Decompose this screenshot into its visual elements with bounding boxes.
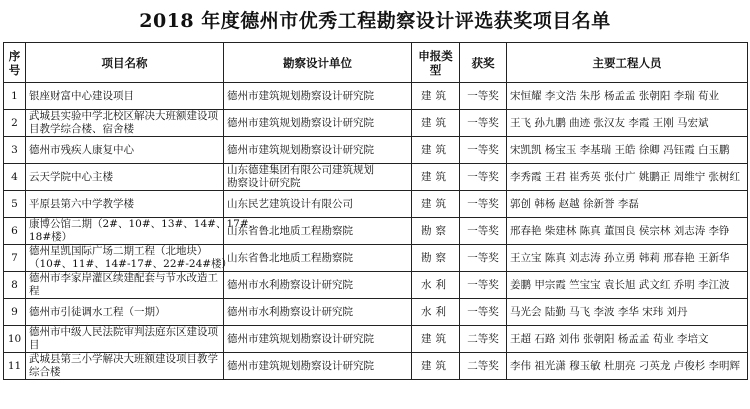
project-name: [26, 83, 224, 110]
design-unit: [224, 299, 412, 326]
row-number: 7: [4, 245, 26, 272]
design-unit-line: 勘察设计研究院: [227, 177, 301, 189]
project-name-line: 综合楼: [29, 366, 61, 378]
declaration-type: 水利: [412, 299, 460, 326]
table-row: [4, 164, 748, 191]
header-type: 申报类型: [412, 43, 460, 83]
main-engineers: 马光会 陆勤 马飞 李波 李华 宋玮 刘丹: [507, 299, 748, 326]
project-name-line: 银座财富中心建设项目: [29, 89, 134, 102]
row-number: 6: [4, 218, 26, 245]
project-name-line: 德州市引徒调水工程（一期）: [29, 305, 166, 318]
project-name: [26, 218, 260, 245]
header-people: 主要工程人员: [507, 43, 748, 83]
design-unit: [224, 326, 412, 353]
declaration-type: 建筑: [412, 110, 460, 137]
project-name-line: 武城县第三小学解决大班额建设项目教学: [29, 353, 218, 365]
award-level: 一等奖: [460, 245, 507, 272]
design-unit-line: 德州市水利勘察设计研究院: [227, 305, 353, 318]
table-row: [4, 272, 748, 299]
table-row: [4, 326, 748, 353]
header-unit: 勘察设计单位: [224, 43, 412, 83]
project-name-line: （10#、11#、14#-17#、22#-24#楼）: [29, 258, 233, 270]
award-level: 二等奖: [460, 353, 507, 380]
award-level: 一等奖: [460, 110, 507, 137]
table-row: [4, 110, 748, 137]
declaration-type: 勘察: [412, 245, 460, 272]
awards-table: [3, 42, 748, 380]
declaration-type: 建筑: [412, 83, 460, 110]
row-number: 2: [4, 110, 26, 137]
award-level: 二等奖: [460, 326, 507, 353]
design-unit: [224, 137, 412, 164]
main-engineers: 郭创 韩杨 赵越 徐新誉 李磊: [507, 191, 748, 218]
project-name-line: 程: [29, 285, 40, 297]
declaration-type: 建筑: [412, 326, 460, 353]
main-engineers: 姜鹏 甲宗霞 竺宝宝 袁长旭 武文红 乔明 李江波: [507, 272, 748, 299]
award-level: 一等奖: [460, 137, 507, 164]
project-name-line: 目教学综合楼、宿舍楼: [29, 123, 134, 135]
table-row: [4, 191, 748, 218]
project-name: [26, 299, 224, 326]
table-header-row: [4, 43, 748, 83]
award-level: 一等奖: [460, 272, 507, 299]
main-engineers: 邢春艳 柴建林 陈真 董国良 侯宗林 刘志涛 李铮: [507, 218, 748, 245]
design-unit-line: 山东民艺建筑设计有限公司: [227, 197, 353, 210]
design-unit: [224, 164, 412, 191]
project-name-line: 武城县实验中学北校区解决大班额建设项: [29, 110, 218, 122]
design-unit-line: 山东省鲁北地质工程勘察院: [227, 224, 353, 237]
design-unit: [224, 83, 412, 110]
main-engineers: 宋凯凯 杨宝玉 李基瑞 王皓 徐卿 冯钰霞 白玉鹏: [507, 137, 748, 164]
row-number: 11: [4, 353, 26, 380]
project-name: [26, 164, 224, 191]
table-row: [4, 299, 748, 326]
design-unit-line: 德州市建筑规划勘察设计研究院: [227, 359, 374, 372]
main-engineers: 王超 石路 刘伟 张朝阳 杨孟孟 荀业 李培文: [507, 326, 748, 353]
project-name-line: 康博公馆二期（2#、10#、13#、14#、17#、: [29, 218, 260, 230]
declaration-type: 建筑: [412, 191, 460, 218]
design-unit-line: 山东德建集团有限公司建筑规划: [227, 164, 374, 176]
design-unit-line: 德州市建筑规划勘察设计研究院: [227, 332, 374, 345]
project-name: [26, 137, 224, 164]
header-name: 项目名称: [26, 43, 224, 83]
project-name-line: 德州市中级人民法院审判法庭东区建设项: [29, 326, 218, 338]
header-num: 序号: [4, 43, 26, 83]
design-unit-line: 德州市水利勘察设计研究院: [227, 278, 353, 291]
declaration-type: 建筑: [412, 164, 460, 191]
award-level: 一等奖: [460, 83, 507, 110]
design-unit-line: 德州市建筑规划勘察设计研究院: [227, 116, 374, 129]
page-title: 2018 年度德州市优秀工程勘察设计评选获奖项目名单: [139, 10, 611, 32]
row-number: 4: [4, 164, 26, 191]
design-unit: [224, 191, 412, 218]
main-engineers: 李伟 祖光潇 穆玉敏 杜朋亮 刁英龙 卢俊杉 李明辉: [507, 353, 748, 380]
main-engineers: 王立宝 陈真 刘志涛 孙立勇 韩莉 邢春艳 王新华: [507, 245, 748, 272]
project-name-line: 德州市残疾人康复中心: [29, 143, 134, 156]
project-name: [26, 245, 233, 272]
table-row: [4, 137, 748, 164]
row-number: 8: [4, 272, 26, 299]
award-level: 一等奖: [460, 191, 507, 218]
design-unit: [224, 272, 412, 299]
table-row: [4, 353, 748, 380]
project-name: [26, 110, 224, 137]
declaration-type: 建筑: [412, 137, 460, 164]
declaration-type: 建筑: [412, 353, 460, 380]
project-name: [26, 353, 224, 380]
project-name-line: 云天学院中心主楼: [29, 170, 113, 183]
project-name: [26, 191, 224, 218]
row-number: 3: [4, 137, 26, 164]
row-number: 10: [4, 326, 26, 353]
project-name-line: 目: [29, 339, 40, 351]
main-engineers: 王飞 孙九鹏 曲迹 张汉友 李霞 王刚 马宏斌: [507, 110, 748, 137]
award-level: 一等奖: [460, 218, 507, 245]
row-number: 9: [4, 299, 26, 326]
header-award: 获奖: [460, 43, 507, 83]
design-unit-line: 德州市建筑规划勘察设计研究院: [227, 143, 374, 156]
design-unit-line: 德州市建筑规划勘察设计研究院: [227, 89, 374, 102]
project-name-line: 18#楼）: [29, 231, 73, 243]
design-unit: [224, 110, 412, 137]
project-name-line: 德州星凯国际广场二期工程（北地块）: [29, 245, 208, 257]
main-engineers: 宋恒耀 李文浩 朱彤 杨孟孟 张朝阳 李瑞 荀业: [507, 83, 748, 110]
declaration-type: 勘察: [412, 218, 460, 245]
design-unit: [224, 245, 412, 272]
award-level: 一等奖: [460, 164, 507, 191]
project-name: [26, 272, 224, 299]
row-number: 1: [4, 83, 26, 110]
row-number: 5: [4, 191, 26, 218]
table-row: [4, 218, 748, 245]
project-name-line: 德州市李家岸灌区续建配套与节水改造工: [29, 272, 218, 284]
award-level: 一等奖: [460, 299, 507, 326]
table-row: [4, 245, 748, 272]
design-unit-line: 山东省鲁北地质工程勘察院: [227, 251, 353, 264]
project-name: [26, 326, 224, 353]
table-row: [4, 83, 748, 110]
main-engineers: 李秀霞 王君 崔秀英 张付广 姚鹏正 周维宁 张树红: [507, 164, 748, 191]
declaration-type: 水利: [412, 272, 460, 299]
design-unit: [224, 353, 412, 380]
project-name-line: 平原县第六中学教学楼: [29, 197, 134, 210]
